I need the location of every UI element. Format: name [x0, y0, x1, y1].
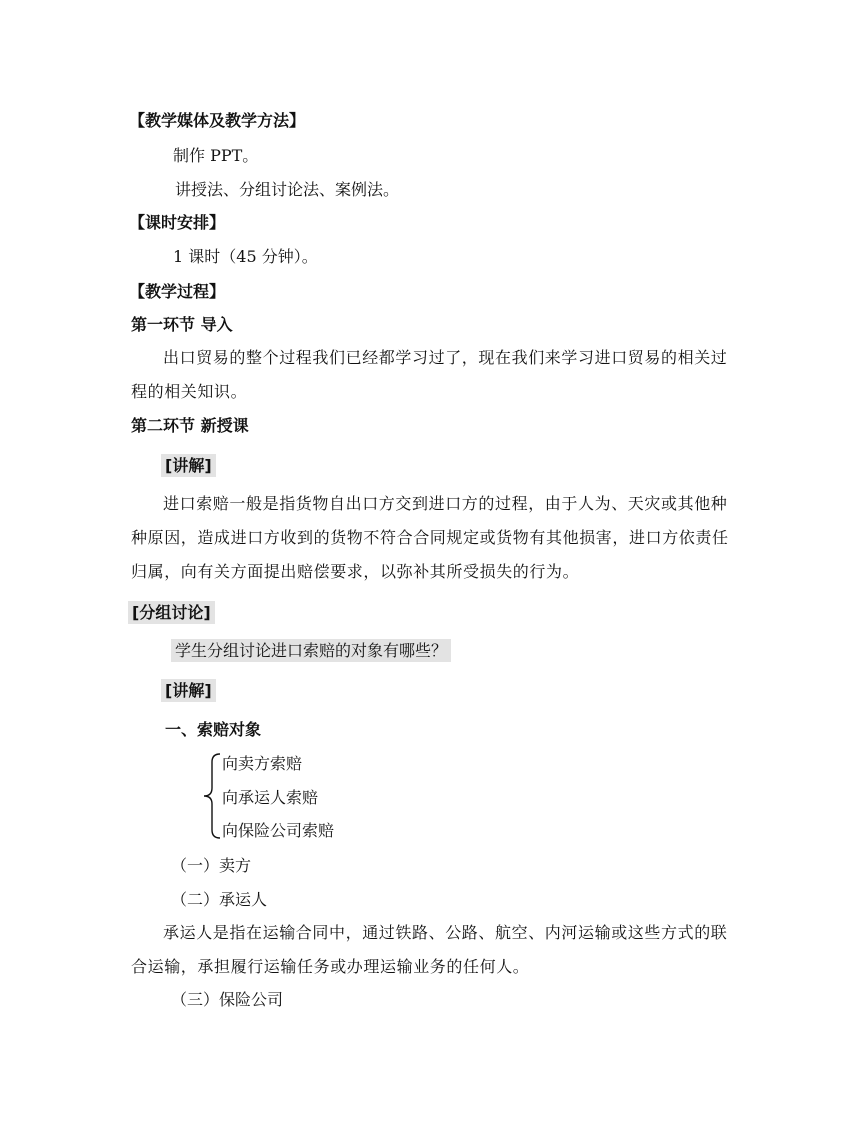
- item-carrier: （二）承运人: [171, 890, 268, 909]
- media-line-ppt: 制作 PPT。: [173, 146, 259, 165]
- step1-title: 第一环节 导入: [131, 315, 233, 334]
- media-heading: 【教学媒体及教学方法】: [129, 111, 306, 130]
- explain-label-1: [161, 456, 216, 476]
- carrier-definition-paragraph: 承运人是指在运输合同中，通过铁路、公路、航空、内河运输或这些方式的联合运输，承担履行运输任务或办理运输业务的任何人。: [131, 923, 728, 976]
- step1-paragraph: 出口贸易的整个过程我们已经都学习过了，现在我们来学习进口贸易的相关过程的相关知识。: [131, 348, 728, 401]
- group-discussion-label-text: [分组讨论]: [128, 601, 215, 624]
- explain-label-2-text: [讲解]: [161, 679, 216, 702]
- claim-target-carrier: 向承运人索赔: [222, 788, 319, 807]
- claim-target-insurer: 向保险公司索赔: [222, 821, 335, 840]
- explain-label-2: [161, 681, 216, 701]
- media-line-methods: 讲授法、分组讨论法、案例法。: [175, 180, 400, 199]
- group-discussion-label: [128, 603, 215, 623]
- process-heading: 【教学过程】: [129, 282, 226, 301]
- hours-heading: 【课时安排】: [129, 213, 226, 232]
- claim-target-seller: 向卖方索赔: [222, 754, 303, 773]
- item-seller: （一）卖方: [171, 856, 252, 875]
- curly-brace-icon: [200, 752, 222, 840]
- claim-targets-heading: 一、索赔对象: [165, 720, 262, 739]
- claim-definition-paragraph: 进口索赔一般是指货物自出口方交到进口方的过程，由于人为、天灾或其他种种原因，造成进口方收到的货物不符合合同规定或货物有其他损害，进口方依责任归属，向有关方面提出赔偿要求，以弥补其所受损失的行为。: [131, 494, 729, 581]
- group-question-text: 学生分组讨论进口索赔的对象有哪些？: [171, 639, 451, 662]
- item-insurer: （三）保险公司: [171, 990, 284, 1009]
- hours-line: 1 课时（45 分钟）。: [173, 247, 318, 266]
- step2-title: 第二环节 新授课: [131, 416, 249, 435]
- explain-label-1-text: [讲解]: [161, 454, 216, 477]
- group-question: [171, 641, 451, 661]
